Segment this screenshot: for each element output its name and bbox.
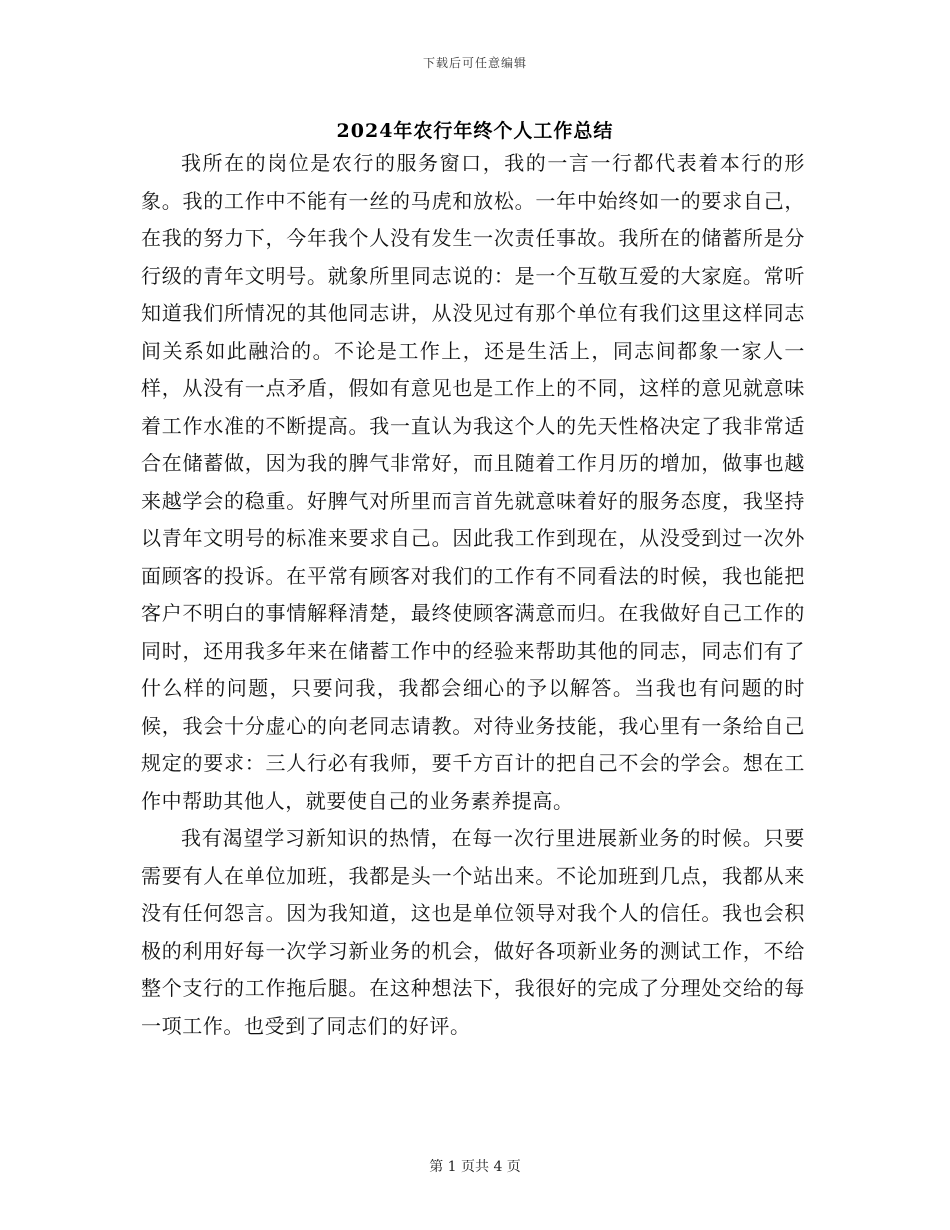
page-header-note: 下载后可任意编辑 <box>422 56 527 70</box>
document-title: 2024年农行年终个人工作总结 <box>336 120 614 142</box>
paragraph: 我有渴望学习新知识的热情，在每一次行里进展新业务的时候。只要需要有人在单位加班，我都是头一个站出来。不论加班到几点，我都从来没有任何怨言。因为我知道，这也是单位领导对我个人的信任。我也会积极的利用好每一次学习新业务的机会，做好各项新业务的测试工作，不给整个支行的工作拖后腿。在这种想法下，我很好的完成了分理处交给的每一项工作。也受到了同志们的好评。 <box>141 826 805 1038</box>
document-body <box>141 145 805 1045</box>
paragraph: 我所在的岗位是农行的服务窗口，我的一言一行都代表着本行的形象。我的工作中不能有一丝的马虎和放松。一年中始终如一的要求自己，在我的努力下，今年我个人没有发生一次责任事故。我所在的储蓄所是分行级的青年文明号。就象所里同志说的：是一个互敬互爱的大家庭。常听知道我们所情况的其他同志讲，从没见过有那个单位有我们这里这样同志间关系如此融洽的。不论是工作上，还是生活上，同志间都象一家人一样，从没有一点矛盾，假如有意见也是工作上的不同，这样的意见就意味着工作水准的不断提高。我一直认为我这个人的先天性格决定了我非常适合在储蓄做，因为我的脾气非常好，而且随着工作月历的增加，做事也越来越学会的稳重。好脾气对所里而言首先就意味着好的服务态度，我坚持以青年文明号的标准来要求自己。因此我工作到现在，从没受到过一次外面顾客的投诉。在平常有顾客对我们的工作有不同看法的时候，我也能把客户不明白的事情解释清楚，最终使顾客满意而归。在我做好自己工作的同时，还用我多年来在储蓄工作中的经验来帮助其他的同志，同志们有了什么样的问题，只要问我，我都会细心的予以解答。当我也有问题的时候，我会十分虚心的向老同志请教。对待业务技能，我心里有一条给自己规定的要求：三人行必有我师，要千方百计的把自己不会的学会。想在工作中帮助其他人，就要使自己的业务素养提高。 <box>141 151 805 813</box>
page-number: 第 1 页共 4 页 <box>429 1159 521 1175</box>
